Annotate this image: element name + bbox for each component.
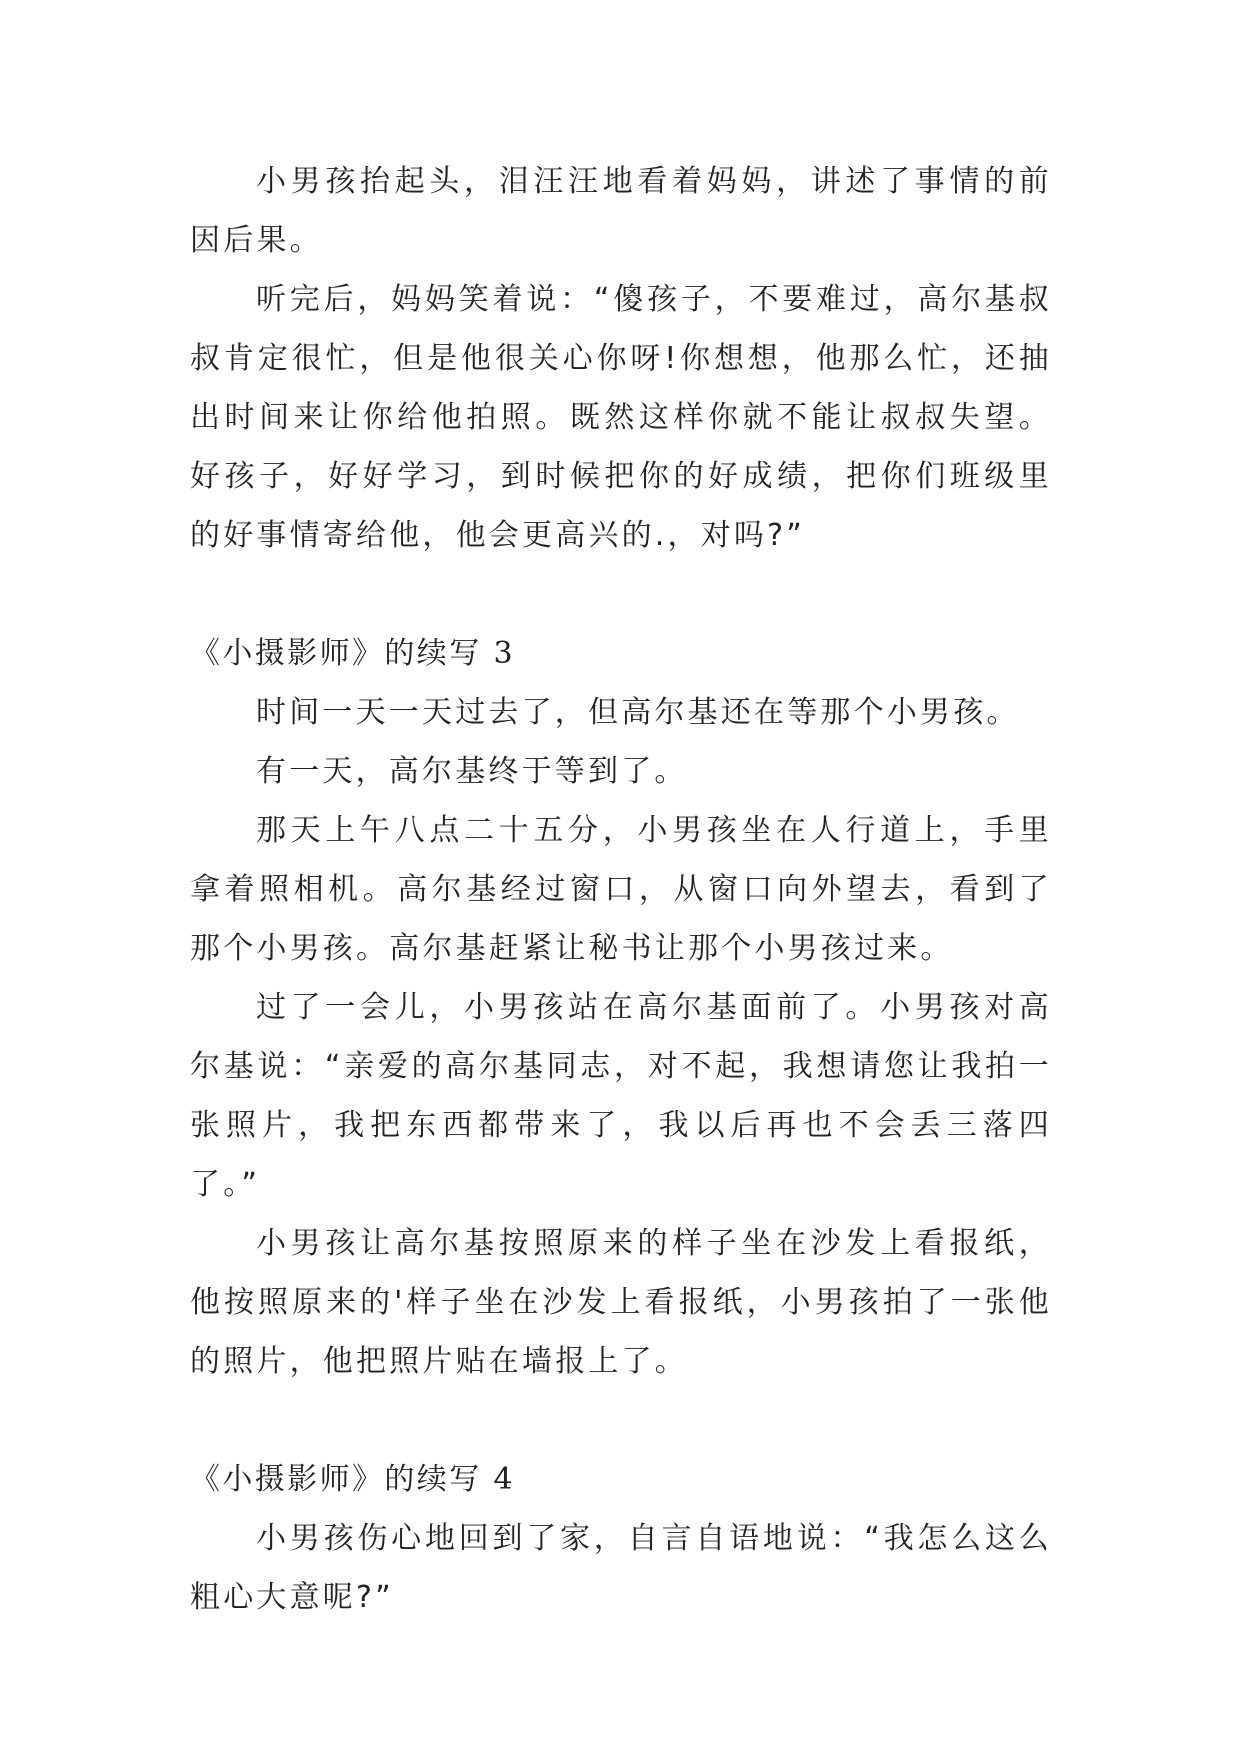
section-spacer: [190, 1391, 1052, 1450]
paragraph: 听完后，妈妈笑着说：“傻孩子，不要难过，高尔基叔叔肯定很忙，但是他很关心你呀!你想想，他那么忙，还抽出时间来让你给他拍照。既然这样你就不能让叔叔失望。好孩子，好好学习，到时候把你的好成绩，把你们班级里的好事情寄给他，他会更高兴的.，对吗?”: [190, 282, 1052, 553]
paragraph: 过了一会儿，小男孩站在高尔基面前了。小男孩对高尔基说：“亲爱的高尔基同志，对不起，我想请您让我拍一张照片，我把东西都带来了，我以后再也不会丢三落四了。”: [190, 990, 1052, 1202]
paragraph: 小男孩让高尔基按照原来的样子坐在沙发上看报纸，他按照原来的'样子坐在沙发上看报纸，小男孩拍了一张他的照片，他把照片贴在墙报上了。: [190, 1226, 1052, 1379]
paragraph: 小男孩抬起头，泪汪汪地看着妈妈，讲述了事情的前因后果。: [190, 164, 1052, 258]
document-body: [190, 152, 1052, 1627]
section-heading: 《小摄影师》的续写 3: [190, 636, 516, 671]
section-heading: 《小摄影师》的续写 4: [190, 1462, 516, 1497]
paragraph: 有一天，高尔基终于等到了。: [256, 754, 688, 789]
paragraph: 时间一天一天过去了，但高尔基还在等那个小男孩。: [256, 695, 1020, 730]
section-spacer: [190, 565, 1052, 624]
paragraph: 小男孩伤心地回到了家，自言自语地说：“我怎么这么粗心大意呢?”: [190, 1521, 1052, 1615]
paragraph: 那天上午八点二十五分，小男孩坐在人行道上，手里拿着照相机。高尔基经过窗口，从窗口向外望去，看到了那个小男孩。高尔基赶紧让秘书让那个小男孩过来。: [190, 813, 1052, 966]
